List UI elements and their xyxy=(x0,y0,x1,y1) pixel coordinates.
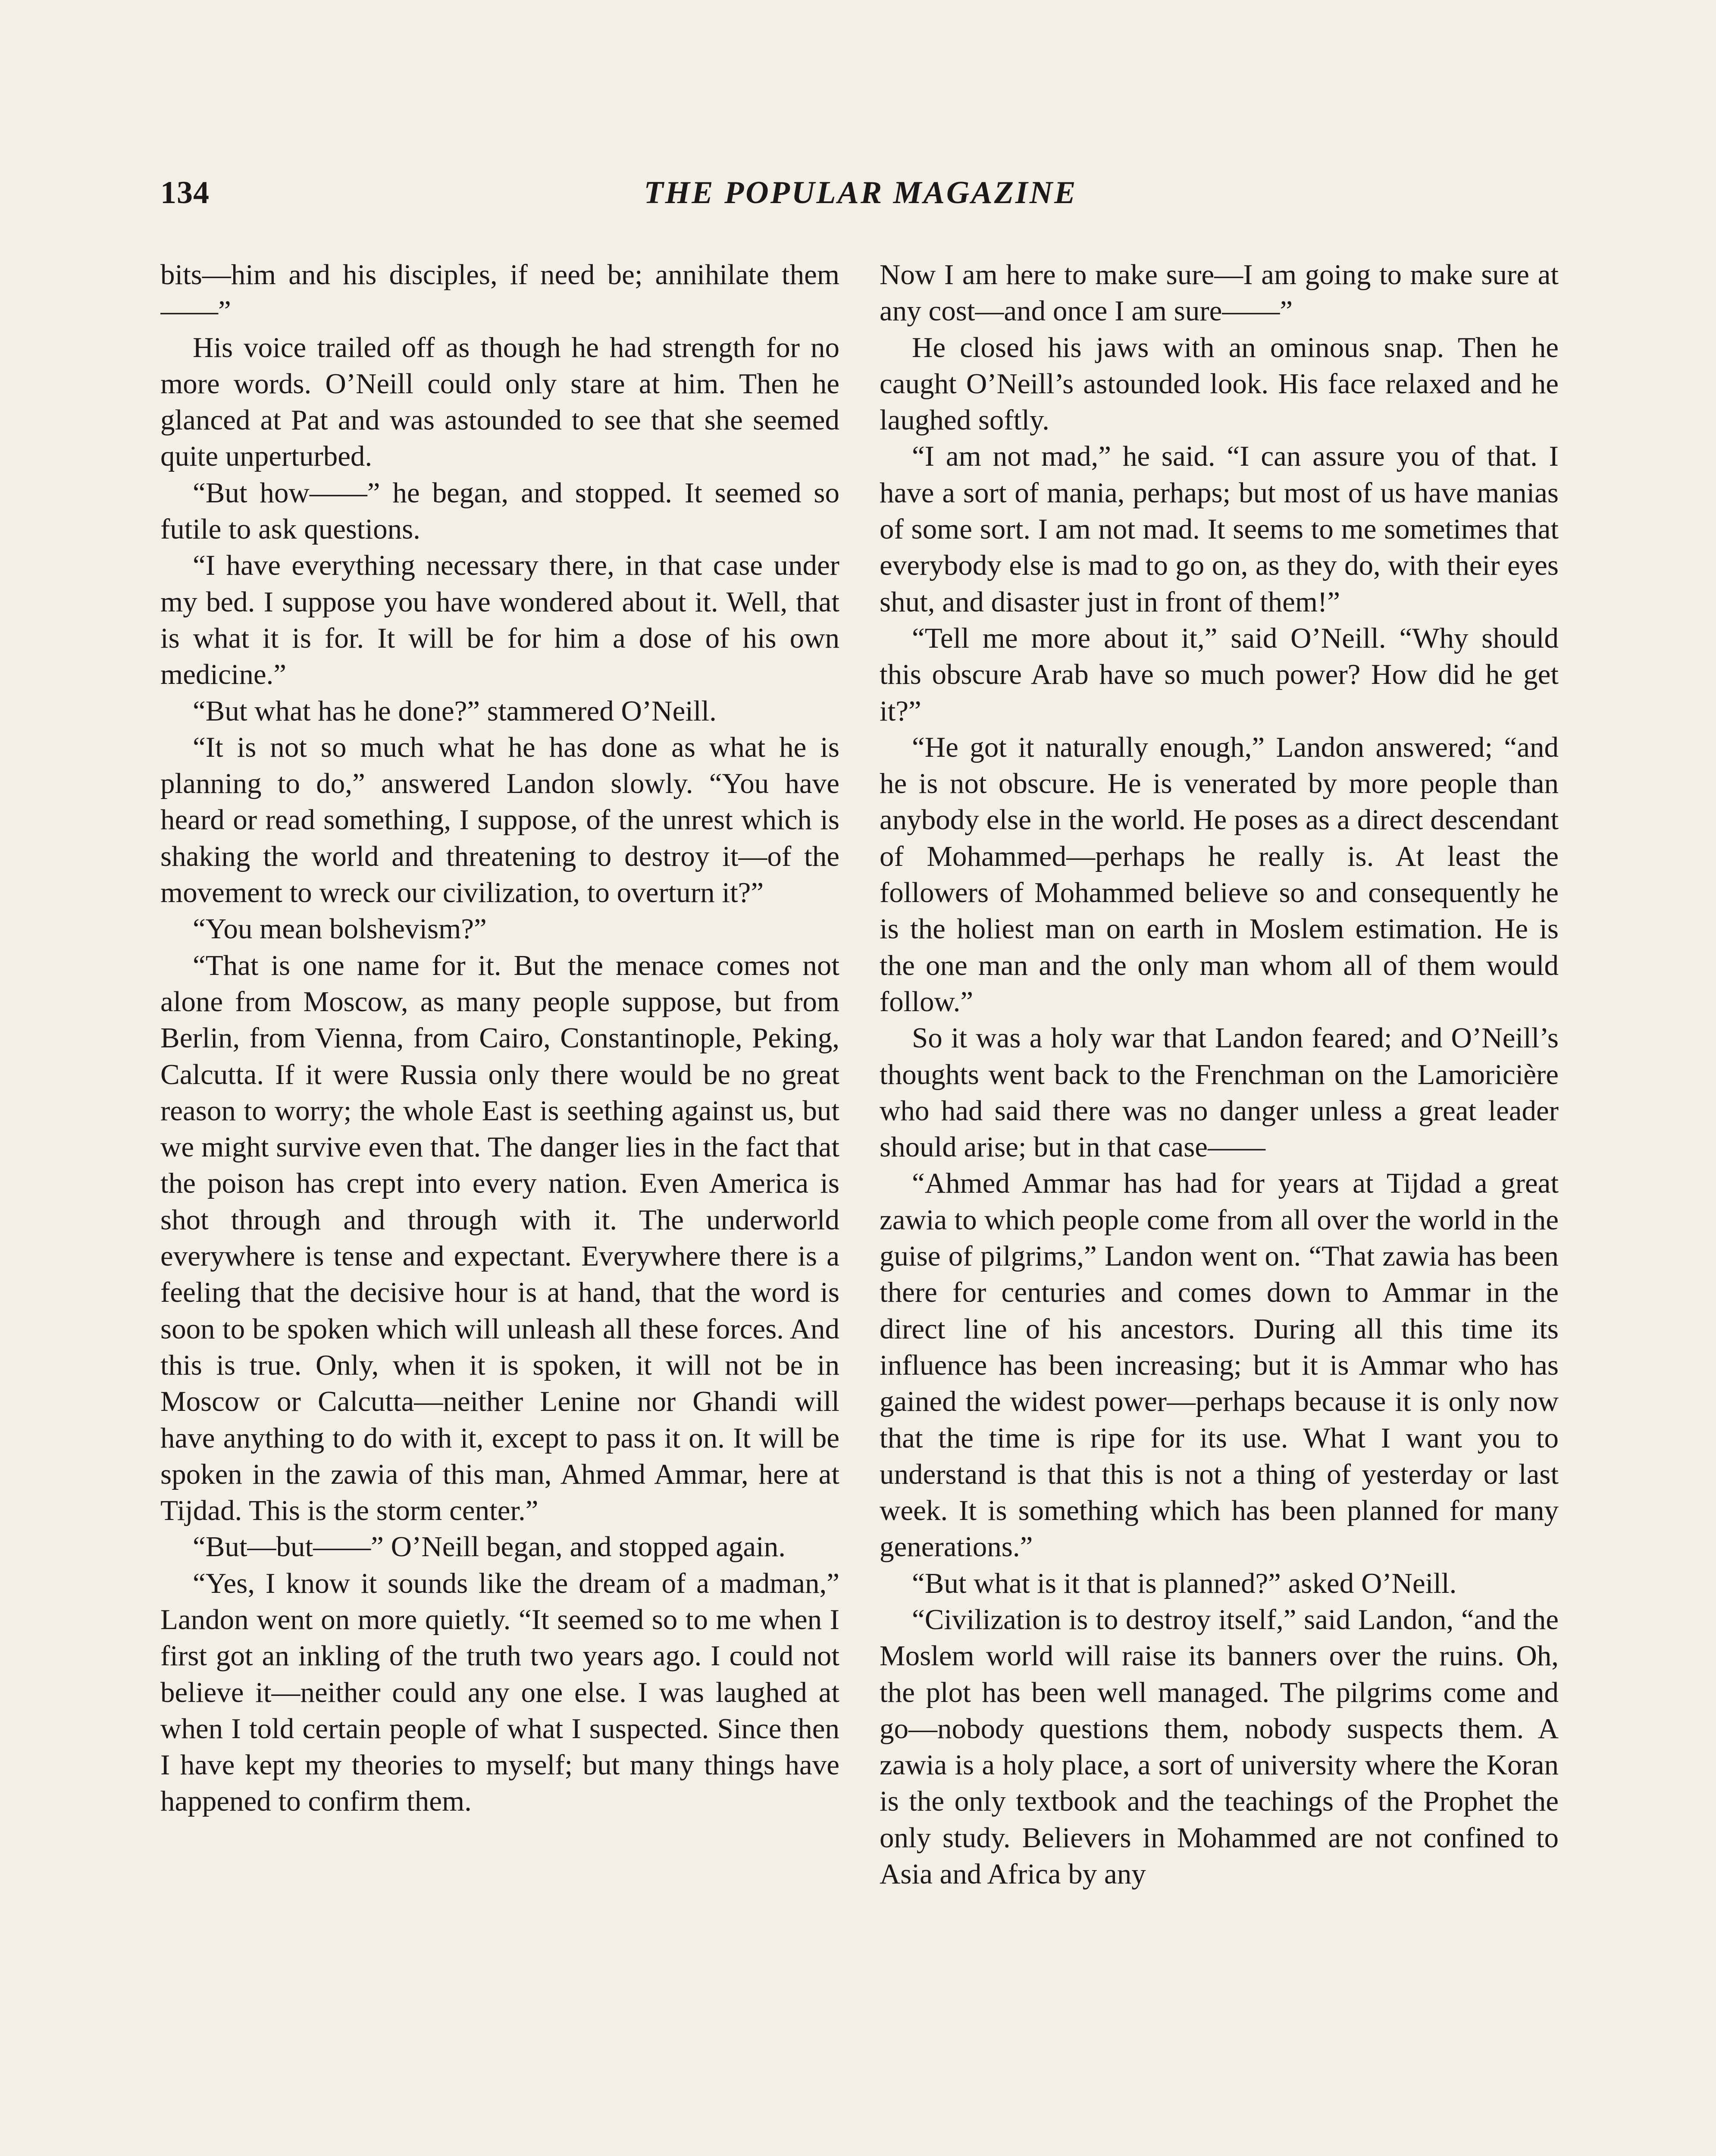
paragraph: “But what is it that is planned?” asked O’Neill. xyxy=(912,1567,1457,1599)
paragraph: “It is not so much what he has done as what he is planning to do,” answered Landon slowly. “You have heard or read something, I suppose, of the unrest which is shaking the world and threatening to destroy it—of the movement to wreck our civilization, to overturn it?” xyxy=(160,731,839,909)
paragraph: His voice trailed off as though he had strength for no more words. O’Neill could only stare at him. Then he glanced at Pat and was astounded to see that she seemed quite unperturbed. xyxy=(160,331,839,473)
paragraph: “Yes, I know it sounds like the dream of a madman,” Landon went on more quietly. “It seemed so to me when I first got an inkling of the truth two years ago. I could not believe it—neither could any one else. I was laughed at when I told certain people of what I suspected. Since then I have kept my theories to myself; but many things have happened to confirm them. xyxy=(160,1567,839,1818)
paragraph: “You mean bolshevism?” xyxy=(193,913,487,945)
paragraph: “But how——” he began, and stopped. It seemed so futile to ask questions. xyxy=(160,476,839,545)
paragraph: “Ahmed Ammar has had for years at Tijdad a great zawia to which people come from all over the world in the guise of pilgrims,” Landon went on. “That zawia has been there for centuries and comes down to Ammar in the direct line of his ancestors. During all this time its influence has been increasing; but it is Ammar who has gained the widest power—perhaps because it is only now that the time is ripe for its use. What I want you to understand is that this is not a thing of yesterday or last week. It is something which has been planned for many generations.” xyxy=(880,1167,1559,1563)
page-number: 134 xyxy=(160,175,210,210)
paragraph: He closed his jaws with an ominous snap. Then he caught O’Neill’s astounded look. His face relaxed and he laughed softly. xyxy=(880,331,1559,436)
paragraph: Now I am here to make sure—I am going to make sure at any cost—and once I am sure——” xyxy=(880,259,1559,327)
left-column xyxy=(160,257,839,2156)
paragraph: So it was a holy war that Landon feared; and O’Neill’s thoughts went back to the Frenchman on the Lamoricière who had said there was no danger unless a great leader should arise; but in that case—— xyxy=(880,1022,1559,1163)
paragraph: “Tell me more about it,” said O’Neill. “Why should this obscure Arab have so much power? How did he get it?” xyxy=(880,622,1559,727)
running-title: THE POPULAR MAGAZINE xyxy=(644,175,1077,210)
paragraph: “I have everything necessary there, in that case under my bed. I suppose you have wondered about it. Well, that is what it is for. It will be for him a dose of his own medicine.” xyxy=(160,549,839,691)
paragraph: “He got it naturally enough,” Landon answered; “and he is not obscure. He is venerated by more people than anybody else in the world. He poses as a direct descendant of Mohammed—perhaps he really is. At least the followers of Mohammed believe so and consequently he is the holiest man on earth in Moslem estimation. He is the one man and the only man whom all of them would follow.” xyxy=(880,731,1559,1018)
paragraph: “I am not mad,” he said. “I can assure you of that. I have a sort of mania, perhaps; but most of us have manias of some sort. I am not mad. It seems to me sometimes that everybody else is mad to go on, as they do, with their eyes shut, and disaster just in front of them!” xyxy=(880,440,1559,618)
page-header xyxy=(160,175,1561,222)
paragraph: “But what has he done?” stammered O’Neill. xyxy=(193,695,717,727)
paragraph: “But—but——” O’Neill began, and stopped again. xyxy=(193,1531,786,1563)
right-column xyxy=(880,257,1559,2156)
paragraph: “That is one name for it. But the menace comes not alone from Moscow, as many people suppose, but from Berlin, from Vienna, from Cairo, Constantinople, Peking, Calcutta. If it were Russia only there would be no great reason to worry; the whole East is seething against us, but we might survive even that. The danger lies in the fact that the poison has crept into every nation. Even America is shot through and through with it. The underworld everywhere is tense and expectant. Everywhere there is a feeling that the decisive hour is at hand, that the word is soon to be spoken which will unleash all these forces. And this is true. Only, when it is spoken, it will not be in Moscow or Calcutta—neither Lenine nor Ghandi will have anything to do with it, except to pass it on. It will be spoken in the zawia of this man, Ahmed Ammar, here at Tijdad. This is the storm center.” xyxy=(160,949,839,1527)
paragraph: bits—him and his disciples, if need be; annihilate them——” xyxy=(160,259,839,327)
paragraph: “Civilization is to destroy itself,” said Landon, “and the Moslem world will raise its banners over the ruins. Oh, the plot has been well managed. The pilgrims come and go—nobody questions them, nobody suspects them. A zawia is a holy place, a sort of university where the Koran is the only textbook and the teachings of the Prophet the only study. Believers in Mohammed are not confined to Asia and Africa by any xyxy=(880,1603,1559,1890)
